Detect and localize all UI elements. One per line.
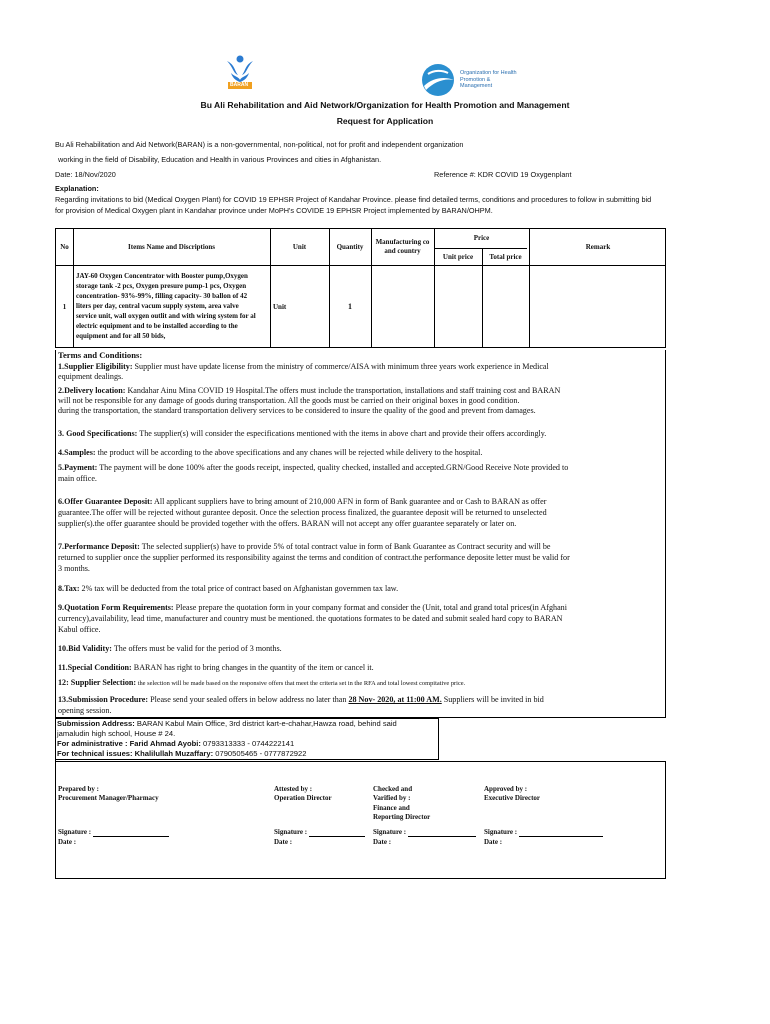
term-1: 1.Supplier Eligibility: Supplier must have update license from the ministry of commerce/AISA with minimum three years work experience in Medical — [58, 362, 549, 371]
date-attested: Date : — [274, 838, 293, 846]
logo-text: BARAN — [230, 82, 249, 88]
term-6-cont-2: supplier(s).the offer guarantee should be provided together with the offers. BARAN will not accept any offer guarantee separately or later on. — [58, 519, 517, 528]
term-5: 5.Payment: The payment will be done 100% after the goods receipt, inspected, quality checked, installed and accepted.GRN/Good Receive Note provided to — [58, 463, 569, 472]
signature-prepared: Signature : — [58, 828, 169, 837]
row-number: 1 — [62, 303, 67, 311]
header-unit-price: Unit price — [442, 253, 474, 261]
term-3: 3. Good Specifications: The supplier(s) will consider the especifications mentioned with the items in above chart and provide their offers accordingly. — [58, 429, 547, 438]
term-2-cont-1: will not be responsible for any damage of goods during transportation. All the goods must be carried on their original boxes in good condition. — [58, 396, 520, 405]
checked-by: Checked and Varified by : Finance and Reporting Director — [373, 785, 431, 822]
terms-heading: Terms and Conditions: — [58, 350, 143, 360]
document-subtitle: Request for Application — [336, 116, 434, 126]
term-1-cont: equipment dealings. — [58, 372, 124, 381]
signature-section — [55, 761, 666, 879]
header-price: Price — [473, 234, 490, 242]
header-manufacturing: Manufacturing co — [375, 238, 430, 246]
term-11: 11.Special Condition: BARAN has right to bring changes in the quantity of the item or cancel it. — [58, 663, 374, 672]
term-2-cont-2: during the transportation, the standard transportation delivery services to be considered to insure the quality of the good and prevent from damages. — [58, 406, 536, 415]
baran-logo — [219, 53, 261, 91]
items-table — [55, 228, 666, 348]
signature-approved: Signature : — [484, 828, 603, 837]
term-9: 9.Quotation Form Requirements: Please prepare the quotation form in your company format and consider the (Unit, total and grand total prices(in Afghani — [58, 603, 567, 612]
date-approved: Date : — [484, 838, 503, 846]
term-13: 13.Submission Procedure: Please send your sealed offers in below address no later than 28 Nov- 2020, at 11:00 AM. Suppliers will be invited in bid — [58, 695, 544, 704]
row-quantity: 1 — [348, 302, 352, 311]
term-10: 10.Bid Validity: The offers must be valid for the period of 3 months. — [58, 644, 282, 653]
explanation-line-2: for provision of Medical Oxygen plant in Kandahar province under MoPH's COVIDE 19 EPHSR Project implemented by BARAN/OHPM. — [55, 206, 493, 215]
date-label: Date: 18/Nov/2020 — [55, 170, 116, 179]
term-9-cont-2: Kabul office. — [58, 625, 101, 634]
header-quantity: Quantity — [336, 243, 364, 251]
term-8: 8.Tax: 2% tax will be deducted from the total price of contract based on Afghanistan governmen tax law. — [58, 584, 399, 593]
submission-deadline: 28 Nov- 2020, at 11:00 AM. — [348, 695, 442, 704]
document-title: Bu Ali Rehabilitation and Aid Network/Organization for Health Promotion and Management — [200, 100, 570, 110]
header-no: No — [60, 243, 69, 251]
ohpm-logo-text: Organization for Health Promotion & Management — [460, 70, 517, 89]
term-6: 6.Offer Guarantee Deposit: All applicant suppliers have to bring amount of 210,000 AFN in form of Bank guarantee and or Cash to BARAN as offer — [58, 497, 547, 506]
term-6-cont-1: guarantee.The offer will be rejected without gurantee deposit. Once the selection process finalized, the guarantee deposit will be returned to unselected — [58, 508, 547, 517]
term-4: 4.Samples: the product will be according to the above specifications and any chanes will be rejected while delivery to the hospital. — [58, 448, 483, 457]
term-5-cont: main office. — [58, 474, 97, 483]
row-unit: Unit — [273, 303, 287, 311]
explanation-heading: Explanation: — [55, 184, 99, 193]
term-7-cont-2: 3 months. — [58, 564, 90, 573]
explanation-line-1: Regarding invitations to bid (Medical Oxygen Plant) for COVID 19 EPHSR Project of Kandahar Province. please find detailed terms, conditions and procedures to follow in submitting bid — [55, 195, 652, 204]
terms-section — [55, 350, 666, 718]
prepared-by: Prepared by : Procurement Manager/Pharmacy — [58, 785, 159, 803]
submission-address-box: Submission Address: BARAN Kabul Main Office, 3rd district kart-e-chahar,Hawza road, behind said jamaludin high school, House # 24. For administrative : Farid Ahmad Ayobi: 0793313333 - 0744222141 For technical issues: Khalilullah Muzaffary: 0790505465 - 0777872922 — [55, 718, 439, 760]
term-9-cont-1: currency),availability, lead time, manufacturer and country must be mentioned. the quotations formates to be dated and submit sealed hard copy to BARAN — [58, 614, 563, 623]
date-prepared: Date : — [58, 838, 77, 846]
signature-checked: Signature : — [373, 828, 476, 837]
header-unit: Unit — [292, 243, 307, 251]
row-description: JAY-60 Oxygen Concentrator with Booster pump,Oxygen storage tank -2 pcs, Oxygen presure pump-1 pcs, Oxygen concentration- 93%-99%, filling capacity- 30 ballon of 42 liters per day, central vacum supply system, area valve service unit, wall oxygen outlit and with wiring system for al electric equipment and to be installed according to the equipment and for all 50 bids, — [76, 272, 256, 340]
header-total-price: Total price — [489, 253, 522, 261]
header-country: and country — [384, 247, 421, 255]
header-remark: Remark — [585, 243, 611, 251]
signature-attested: Signature : — [274, 828, 365, 837]
intro-line-2: working in the field of Disability, Education and Health in various Provinces and cities in Afghanistan. — [58, 155, 382, 164]
reference-label: Reference #: KDR COVID 19 Oxygenplant — [434, 170, 572, 179]
ohpm-logo — [418, 60, 558, 100]
left-border — [55, 718, 56, 762]
term-7: 7.Performance Deposit: The selected supplier(s) have to provide 5% of total contract value in form of Bank Guarantee as Contract security and will be — [58, 542, 551, 551]
approved-by: Approved by : Executive Director — [484, 785, 541, 803]
term-7-cont-1: returned to supplier once the supplier performed its responsibility against the terms and condition of contract.the performance deposite letter must be valid for — [58, 553, 570, 562]
submission-area — [55, 718, 666, 761]
date-checked: Date : — [373, 838, 392, 846]
term-13-cont: opening session. — [58, 706, 112, 715]
intro-line-1: Bu Ali Rehabilitation and Aid Network(BARAN) is a non-governmental, non-political, not for profit and independent organization — [55, 140, 464, 149]
header-items: Items Name and Discriptions — [128, 243, 215, 251]
term-12: 12: Supplier Selection: the selection will be made based on the responsive offers that meet the criteria set in the RFA and total lowest compitative price. — [58, 678, 466, 687]
attested-by: Attested by : Operation Director — [274, 785, 332, 803]
term-2: 2.Delivery location: Kandahar Ainu Mina COVID 19 Hospital.The offers must include the transportation, installations and staff training cost and BARAN — [58, 386, 561, 395]
